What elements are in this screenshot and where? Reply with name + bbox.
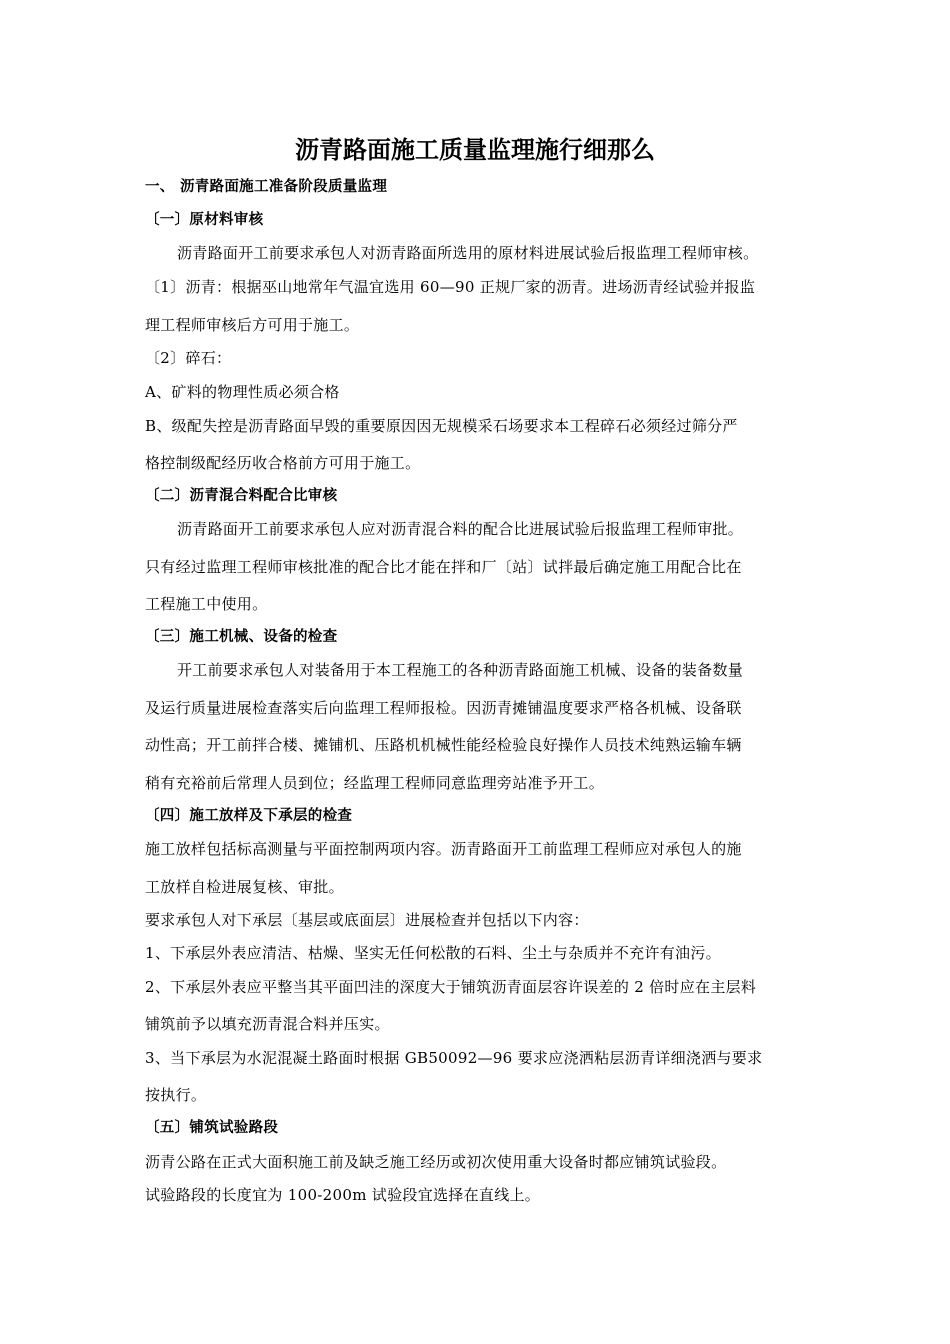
paragraph-line: 按执行。 (145, 1086, 207, 1104)
paragraph-line: 沥青公路在正式大面积施工前及缺乏施工经历或初次使用重大设备时都应铺筑试验段。 (145, 1153, 727, 1171)
paragraph-line: 动性高；开工前拌合楼、摊铺机、压路机机械性能经检验良好操作人员技术纯熟运输车辆 (145, 736, 742, 754)
paragraph-line: 工程施工中使用。 (145, 595, 268, 613)
paragraph-line: 试验路段的长度宜为 100-200m 试验段宜选择在直线上。 (145, 1186, 541, 1204)
paragraph-line: 及运行质量进展检查落实后向监理工程师报检。因沥青摊铺温度要求严格各机械、设备联 (145, 699, 742, 717)
paragraph-line: 稍有充裕前后常理人员到位；经监理工程师同意监理旁站准予开工。 (145, 774, 605, 792)
page-title: 沥青路面施工质量监理施行细那么 (295, 136, 655, 164)
paragraph-line: 铺筑前予以填充沥青混合料并压实。 (145, 1015, 390, 1033)
paragraph-line: 开工前要求承包人对装备用于本工程施工的各种沥青路面施工机械、设备的装备数量 (177, 661, 744, 679)
paragraph-line: B、级配失控是沥青路面早毁的重要原因因无规模采石场要求本工程碎石必须经过筛分严 (145, 417, 738, 435)
subsection-heading-raw-materials: 〔一〕原材料审核 (145, 212, 264, 228)
paragraph-line: 格控制级配经历收合格前方可用于施工。 (145, 454, 421, 472)
paragraph-line: 1、下承层外表应清洁、枯燥、坚实无任何松散的石料、尘土与杂质并不充许有油污。 (145, 944, 721, 962)
paragraph-line: A、矿料的物理性质必须合格 (145, 383, 340, 401)
paragraph-line: 理工程师审核后方可用于施工。 (145, 316, 360, 334)
subsection-heading-machinery: 〔三〕施工机械、设备的检查 (145, 629, 338, 645)
paragraph-line: 2、下承层外表应平整当其平面凹洼的深度大于铺筑沥青面层容许误差的 2 倍时应在主层料 (145, 978, 757, 996)
subsection-heading-test-section: 〔五〕铺筑试验路段 (145, 1120, 279, 1136)
paragraph-line: 只有经过监理工程师审核批准的配合比才能在拌和厂〔站〕试拌最后确定施工用配合比在 (145, 558, 742, 576)
subsection-heading-layout: 〔四〕施工放样及下承层的检查 (145, 808, 353, 824)
paragraph-line: 〔2〕碎石： (145, 349, 232, 367)
paragraph-line: 要求承包人对下承层〔基层或底面层〕进展检查并包括以下内容： (145, 911, 589, 929)
subsection-heading-mix-design: 〔二〕沥青混合料配合比审核 (145, 488, 338, 504)
paragraph-line: 〔1〕沥青：根据巫山地常年气温宜选用 60—90 正规厂家的沥青。进场沥青经试验并报监 (145, 278, 756, 296)
paragraph-line: 沥青路面开工前要求承包人对沥青路面所选用的原材料进展试验后报监理工程师审核。 (177, 244, 759, 262)
paragraph-line: 施工放样包括标高测量与平面控制两项内容。沥青路面开工前监理工程师应对承包人的施 (145, 840, 742, 858)
section-heading-1: 一、 沥青路面施工准备阶段质量监理 (145, 179, 388, 195)
paragraph-line: 沥青路面开工前要求承包人应对沥青混合料的配合比进展试验后报监理工程师审批。 (177, 520, 744, 538)
paragraph-line: 3、当下承层为水泥混凝土路面时根据 GB50092—96 要求应浇洒粘层沥青详细浇洒与要求 (145, 1049, 763, 1067)
paragraph-line: 工放样自检进展复核、审批。 (145, 878, 344, 896)
